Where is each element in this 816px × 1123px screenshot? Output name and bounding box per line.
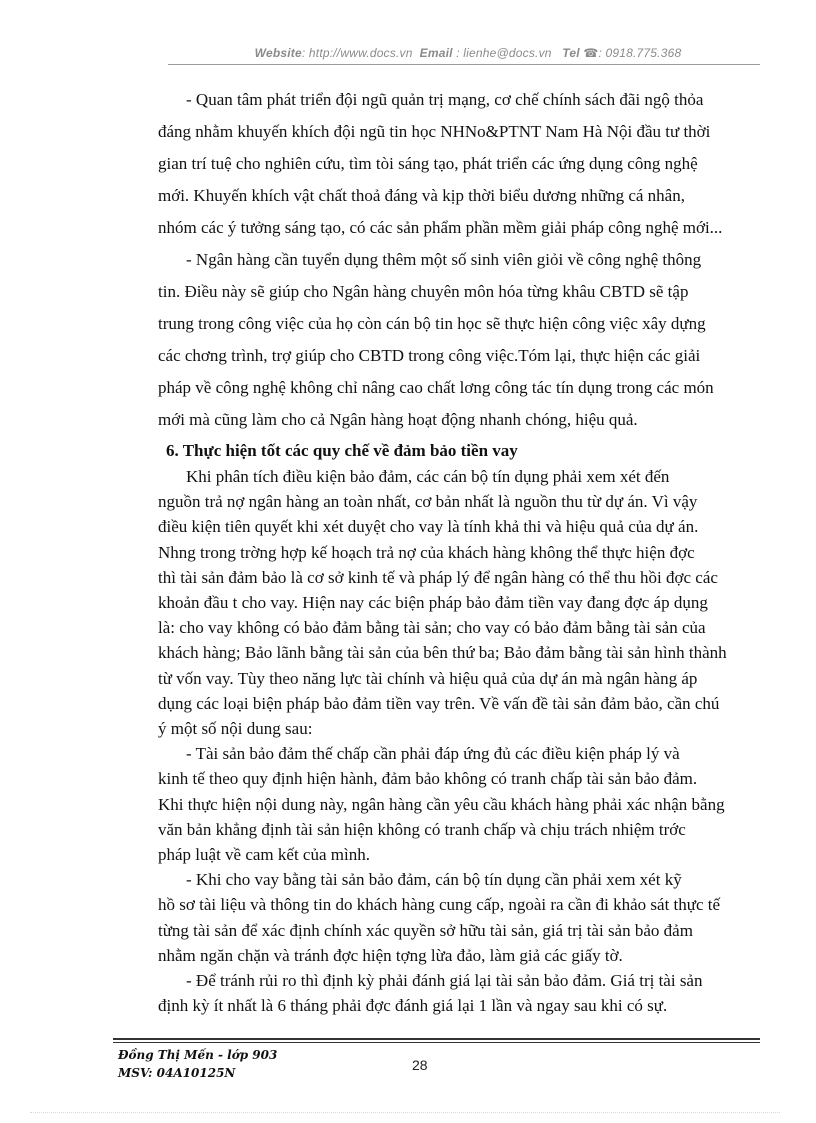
text-line: pháp luật về cam kết của mình. <box>158 845 370 865</box>
text-line: - Tài sản bảo đảm thế chấp cần phải đáp ứng đủ các điều kiện pháp lý và <box>186 744 680 764</box>
text-line: nhằm ngăn chặn và tránh đợc hiện tợng lừa đảo, làm giả các giấy tờ. <box>158 945 623 965</box>
text-line: khách hàng; Bảo lãnh bằng tài sản của bên thứ ba; Bảo đảm bằng tài sản hình thành <box>158 643 727 663</box>
document-body <box>158 84 758 1018</box>
text-line: hồ sơ tài liệu và thông tin do khách hàng cung cấp, ngoài ra cần đi khảo sát thực tế <box>158 895 721 915</box>
text-line: khoản đầu t cho vay. Hiện nay các biện pháp bảo đảm tiền vay đang đợc áp dụng <box>158 593 708 613</box>
text-line: định kỳ ít nhất là 6 tháng phải đợc đánh giá lại 1 lần và ngay sau khi có sự. <box>158 996 668 1016</box>
text-line: điều kiện tiên quyết khi xét duyệt cho vay là tính khả thi và hiệu quả của dự án. <box>158 517 699 537</box>
text-line: tin. Điều này sẽ giúp cho Ngân hàng chuyên môn hóa từng khâu CBTD sẽ tập <box>158 282 689 301</box>
website-value: : http://www.docs.vn <box>301 46 413 60</box>
footer-divider <box>113 1038 760 1040</box>
text-line: trung trong công việc của họ còn cán bộ tin học sẽ thực hiện công việc xây dựng <box>158 314 706 333</box>
text-line: thì tài sản đảm bảo là cơ sở kinh tế và pháp lý để ngân hàng có thể thu hồi đợc các <box>158 567 718 587</box>
text-line: mới mà cũng làm cho cả Ngân hàng hoạt động nhanh chóng, hiệu quả. <box>158 410 638 429</box>
email-value: : lienhe@docs.vn <box>456 46 552 60</box>
paragraph-collateral <box>158 464 758 1018</box>
website-label: Website <box>254 46 302 60</box>
tel-value: ☎: 0918.775.368 <box>583 46 682 60</box>
student-id: MSV: 04A10125N <box>118 1066 236 1080</box>
text-line: pháp về công nghệ không chỉ nâng cao chất lơng công tác tín dụng trong các món <box>158 378 714 397</box>
paragraph-recruitment <box>158 244 758 436</box>
text-line: Nhng trong trờng hợp kế hoạch trả nợ của khách hàng không thể thực hiện đợc <box>158 542 695 562</box>
paragraph-network-staff <box>158 84 758 244</box>
text-line: văn bản khẳng định tài sản hiện không có tranh chấp và chịu trách nhiệm trớc <box>158 819 686 839</box>
header-divider <box>168 64 760 65</box>
page-bottom-border <box>30 1112 780 1113</box>
text-line: Khi phân tích điều kiện bảo đảm, các cán bộ tín dụng phải xem xét đến <box>186 467 670 486</box>
text-line: ý một số nội dung sau: <box>158 719 313 739</box>
author-name: Đồng Thị Mến - lớp 903 <box>118 1048 278 1062</box>
text-line: nhóm các ý tưởng sáng tạo, có các sản phẩm phần mềm giải pháp công nghệ mới... <box>158 218 723 237</box>
text-line: là: cho vay không có bảo đảm bằng tài sản; cho vay có bảo đảm bằng tài sản của <box>158 618 706 638</box>
text-line: Khi thực hiện nội dung này, ngân hàng cần yêu cầu khách hàng phải xác nhận bằng <box>158 794 725 814</box>
text-line: kinh tế theo quy định hiện hành, đảm bảo không có tranh chấp tài sản bảo đảm. <box>158 769 698 789</box>
page-header <box>168 46 768 60</box>
page-number: 28 <box>412 1057 428 1073</box>
tel-label: Tel <box>562 46 580 60</box>
text-line: từ vốn vay. Tùy theo năng lực tài chính và hiệu quả của dự án mà ngân hàng áp <box>158 668 698 688</box>
text-line: nguồn trả nợ ngân hàng an toàn nhất, cơ bản nhất là nguồn thu từ dự án. Vì vậy <box>158 492 698 512</box>
text-line: gian trí tuệ cho nghiên cứu, tìm tòi sáng tạo, phát triển các ứng dụng công nghệ <box>158 154 698 173</box>
text-line: các chơng trình, trợ giúp cho CBTD trong công việc.Tóm lại, thực hiện các giải <box>158 346 701 365</box>
text-line: mới. Khuyến khích vật chất thoả đáng và kịp thời biểu dương những cá nhân, <box>158 186 685 205</box>
email-label: Email <box>419 46 453 60</box>
footer-divider-thin <box>113 1042 760 1043</box>
author-info <box>118 1046 277 1082</box>
text-line: - Để tránh rủi ro thì định kỳ phải đánh giá lại tài sản bảo đảm. Giá trị tài sản <box>186 971 703 991</box>
text-line: - Quan tâm phát triển đội ngũ quản trị mạng, cơ chế chính sách đãi ngộ thỏa <box>186 90 704 109</box>
text-line: đáng nhằm khuyến khích đội ngũ tin học NHNo&PTNT Nam Hà Nội đầu tư thời <box>158 122 711 141</box>
text-line: - Khi cho vay bằng tài sản bảo đảm, cán bộ tín dụng cần phải xem xét kỹ <box>186 870 682 890</box>
text-line: từng tài sản để xác định chính xác quyền sở hữu tài sản, giá trị tài sản bảo đảm <box>158 920 693 940</box>
text-line: dụng các loại biện pháp bảo đảm tiền vay trên. Về vấn đề tài sản đảm bảo, cần chú <box>158 693 720 713</box>
text-line: - Ngân hàng cần tuyển dụng thêm một số sinh viên giỏi về công nghệ thông <box>186 250 702 269</box>
section-heading: 6. Thực hiện tốt các quy chế về đảm bảo tiền vay <box>166 441 518 460</box>
